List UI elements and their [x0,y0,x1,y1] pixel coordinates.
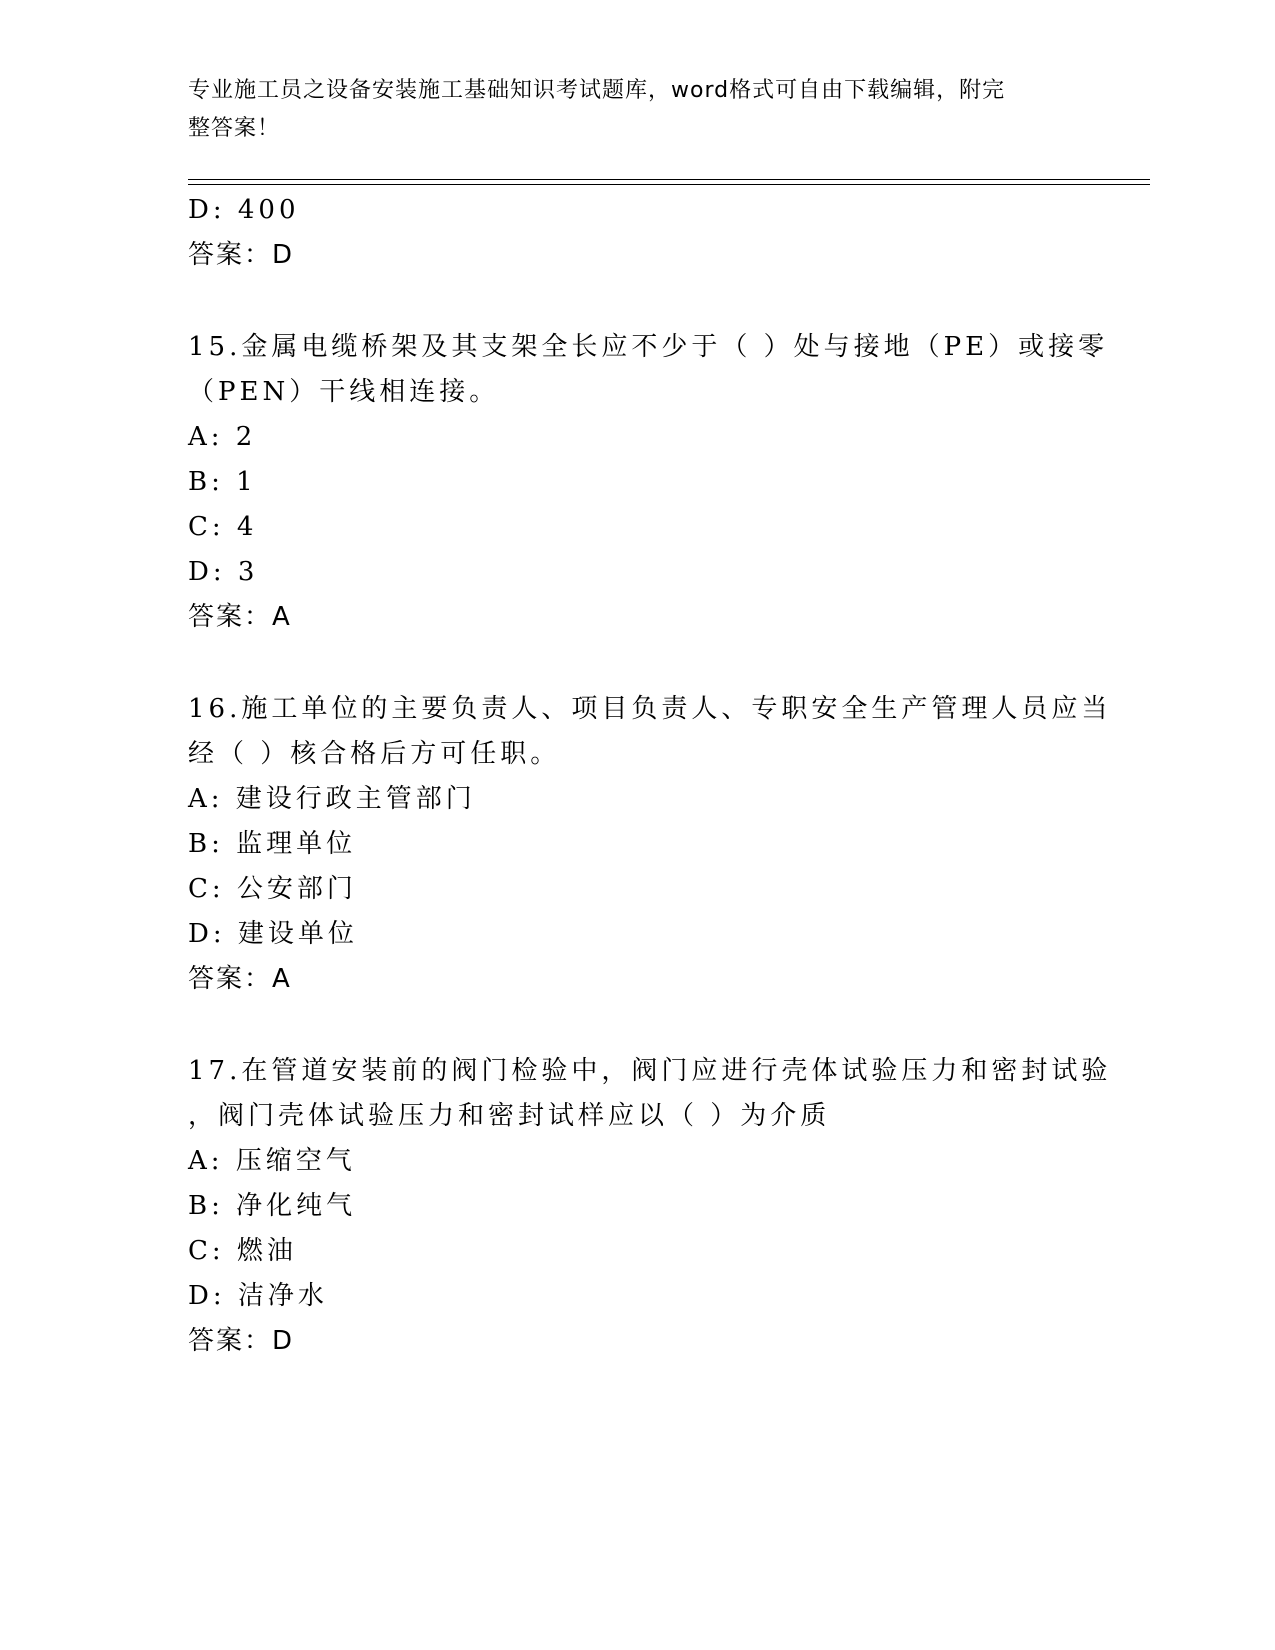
option-d: D: 建设单位 [188,919,358,949]
answer-value: D [272,1326,295,1356]
question-text-line-1: 16.施工单位的主要负责人、项目负责人、专职安全生产管理人员应当 [188,694,1112,724]
option-d: D: 3 [188,557,259,587]
header-divider-bottom [188,184,1150,185]
question-text-line-2: 经（ ）核合格后方可任职。 [188,739,561,769]
header-line-1: 专业施工员之设备安装施工基础知识考试题库，word格式可自由下载编辑，附完 [188,78,1006,103]
page-header [188,72,1068,148]
answer-line [188,957,1088,1002]
answer-line [188,233,1088,278]
option-b: B: 监理单位 [188,829,357,859]
answer-line [188,1319,1088,1364]
option-d: D: 洁净水 [188,1281,328,1311]
document-body [188,188,1112,1364]
option-a: A: 建设行政主管部门 [188,784,476,814]
question-text-line-1: 15.金属电缆桥架及其支架全长应不少于（ ）处与接地（PE）或接零 [188,332,1109,362]
option-a: A: 压缩空气 [188,1146,356,1176]
answer-line [188,595,1088,640]
option-d: D: 400 [188,195,300,225]
question-15 [188,325,1109,640]
question-17 [188,1049,1112,1364]
option-c: C: 燃油 [188,1236,297,1266]
answer-label: 答案： [188,602,273,632]
answer-value: D [272,240,295,270]
answer-label: 答案： [188,1326,273,1356]
previous-question-tail [188,188,1088,278]
option-b: B: 净化纯气 [188,1191,357,1221]
answer-value: A [272,602,292,632]
option-a: A: 2 [188,422,257,452]
answer-label: 答案： [188,964,273,994]
question-text-line-2: （PEN）干线相连接。 [188,377,500,407]
header-line-2: 整答案！ [188,116,281,141]
header-divider-top [188,179,1150,180]
option-c: C: 公安部门 [188,874,357,904]
question-text-line-2: ，阀门壳体试验压力和密封试样应以（ ）为介质 [188,1101,831,1131]
option-c: C: 4 [188,512,258,542]
answer-label: 答案： [188,240,273,270]
option-b: B: 1 [188,467,257,497]
question-16 [188,687,1112,1002]
answer-value: A [272,964,292,994]
question-text-line-1: 17.在管道安装前的阀门检验中，阀门应进行壳体试验压力和密封试验 [188,1056,1112,1086]
